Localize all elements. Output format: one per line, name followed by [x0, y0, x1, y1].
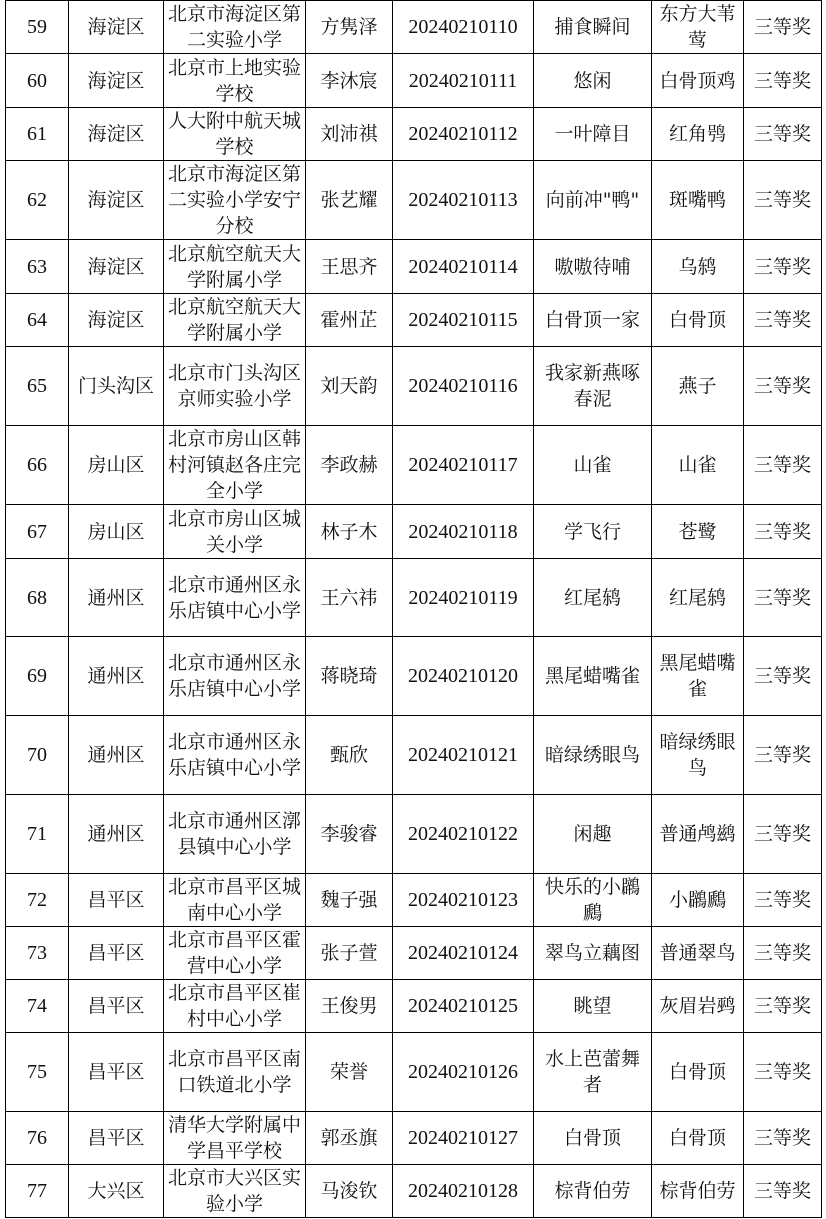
table-row	[6, 240, 822, 294]
bird-species-cell: 红角鸮	[652, 108, 744, 161]
entry-id-cell: 20240210117	[393, 426, 534, 505]
entry-id-cell: 20240210115	[393, 294, 534, 347]
school-cell: 北京航空航天大学附属小学	[164, 294, 306, 347]
table-row	[6, 716, 822, 795]
bird-species-cell: 白骨顶	[652, 294, 744, 347]
award-cell: 三等奖	[744, 108, 822, 161]
student-name-cell: 马浚钦	[306, 1165, 393, 1218]
school-cell: 北京市昌平区城南中心小学	[164, 874, 306, 927]
work-title-cell: 嗷嗷待哺	[534, 240, 652, 294]
award-cell: 三等奖	[744, 426, 822, 505]
row-number: 76	[6, 1112, 69, 1165]
work-title-cell: 我家新燕啄春泥	[534, 347, 652, 426]
bird-species-cell: 燕子	[652, 347, 744, 426]
row-number: 67	[6, 505, 69, 559]
student-name-cell: 方隽泽	[306, 1, 393, 54]
entry-id-cell: 20240210116	[393, 347, 534, 426]
award-cell: 三等奖	[744, 716, 822, 795]
row-number: 72	[6, 874, 69, 927]
row-number: 61	[6, 108, 69, 161]
district-cell: 门头沟区	[69, 347, 164, 426]
table-row	[6, 1112, 822, 1165]
student-name-cell: 蒋晓琦	[306, 637, 393, 716]
work-title-cell: 向前冲"鸭"	[534, 161, 652, 240]
award-cell: 三等奖	[744, 637, 822, 716]
work-title-cell: 悠闲	[534, 54, 652, 108]
school-cell: 北京市昌平区南口铁道北小学	[164, 1033, 306, 1112]
district-cell: 海淀区	[69, 54, 164, 108]
award-cell: 三等奖	[744, 927, 822, 980]
district-cell: 海淀区	[69, 161, 164, 240]
school-cell: 清华大学附属中学昌平学校	[164, 1112, 306, 1165]
award-cell: 三等奖	[744, 874, 822, 927]
row-number: 69	[6, 637, 69, 716]
bird-species-cell: 白骨顶	[652, 1112, 744, 1165]
entry-id-cell: 20240210118	[393, 505, 534, 559]
work-title-cell: 黑尾蜡嘴雀	[534, 637, 652, 716]
table-row	[6, 347, 822, 426]
entry-id-cell: 20240210127	[393, 1112, 534, 1165]
entry-id-cell: 20240210120	[393, 637, 534, 716]
entry-id-cell: 20240210112	[393, 108, 534, 161]
bird-species-cell: 红尾鸫	[652, 559, 744, 637]
school-cell: 北京市大兴区实验小学	[164, 1165, 306, 1218]
school-cell: 北京市通州区永乐店镇中心小学	[164, 559, 306, 637]
bird-species-cell: 黑尾蜡嘴雀	[652, 637, 744, 716]
entry-id-cell: 20240210122	[393, 795, 534, 874]
work-title-cell: 学飞行	[534, 505, 652, 559]
bird-species-cell: 普通翠鸟	[652, 927, 744, 980]
district-cell: 昌平区	[69, 927, 164, 980]
entry-id-cell: 20240210128	[393, 1165, 534, 1218]
student-name-cell: 王俊男	[306, 980, 393, 1033]
entry-id-cell: 20240210110	[393, 1, 534, 54]
work-title-cell: 棕背伯劳	[534, 1165, 652, 1218]
bird-species-cell: 白骨顶鸡	[652, 54, 744, 108]
row-number: 70	[6, 716, 69, 795]
school-cell: 北京市昌平区霍营中心小学	[164, 927, 306, 980]
student-name-cell: 霍州芷	[306, 294, 393, 347]
work-title-cell: 山雀	[534, 426, 652, 505]
district-cell: 大兴区	[69, 1165, 164, 1218]
table-row	[6, 559, 822, 637]
row-number: 74	[6, 980, 69, 1033]
table-row	[6, 505, 822, 559]
work-title-cell: 红尾鸫	[534, 559, 652, 637]
row-number: 75	[6, 1033, 69, 1112]
entry-id-cell: 20240210113	[393, 161, 534, 240]
bird-species-cell: 普通鸬鹚	[652, 795, 744, 874]
student-name-cell: 王思齐	[306, 240, 393, 294]
district-cell: 昌平区	[69, 1112, 164, 1165]
school-cell: 北京市昌平区崔村中心小学	[164, 980, 306, 1033]
row-number: 73	[6, 927, 69, 980]
bird-species-cell: 白骨顶	[652, 1033, 744, 1112]
school-cell: 北京市海淀区第二实验小学	[164, 1, 306, 54]
table-body	[6, 1, 822, 1218]
award-cell: 三等奖	[744, 980, 822, 1033]
entry-id-cell: 20240210119	[393, 559, 534, 637]
district-cell: 昌平区	[69, 874, 164, 927]
school-cell: 北京市通州区漷县镇中心小学	[164, 795, 306, 874]
entry-id-cell: 20240210126	[393, 1033, 534, 1112]
row-number: 65	[6, 347, 69, 426]
student-name-cell: 李沐宸	[306, 54, 393, 108]
student-name-cell: 荣誉	[306, 1033, 393, 1112]
district-cell: 海淀区	[69, 108, 164, 161]
work-title-cell: 白骨顶	[534, 1112, 652, 1165]
student-name-cell: 林子木	[306, 505, 393, 559]
bird-species-cell: 乌鸫	[652, 240, 744, 294]
table-row	[6, 108, 822, 161]
bird-species-cell: 小鸊鷉	[652, 874, 744, 927]
district-cell: 海淀区	[69, 1, 164, 54]
district-cell: 海淀区	[69, 294, 164, 347]
bird-species-cell: 山雀	[652, 426, 744, 505]
table-row	[6, 294, 822, 347]
school-cell: 北京市海淀区第二实验小学安宁分校	[164, 161, 306, 240]
entry-id-cell: 20240210121	[393, 716, 534, 795]
table-row	[6, 1, 822, 54]
row-number: 68	[6, 559, 69, 637]
student-name-cell: 刘天韵	[306, 347, 393, 426]
school-cell: 北京市上地实验学校	[164, 54, 306, 108]
school-cell: 北京市房山区城关小学	[164, 505, 306, 559]
work-title-cell: 水上芭蕾舞者	[534, 1033, 652, 1112]
awards-table	[5, 0, 822, 1218]
table-row	[6, 874, 822, 927]
bird-species-cell: 东方大苇莺	[652, 1, 744, 54]
table-row	[6, 426, 822, 505]
district-cell: 通州区	[69, 637, 164, 716]
student-name-cell: 李骏睿	[306, 795, 393, 874]
school-cell: 北京市通州区永乐店镇中心小学	[164, 637, 306, 716]
entry-id-cell: 20240210123	[393, 874, 534, 927]
work-title-cell: 眺望	[534, 980, 652, 1033]
entry-id-cell: 20240210111	[393, 54, 534, 108]
bird-species-cell: 苍鹭	[652, 505, 744, 559]
student-name-cell: 张子萱	[306, 927, 393, 980]
work-title-cell: 闲趣	[534, 795, 652, 874]
award-cell: 三等奖	[744, 161, 822, 240]
district-cell: 通州区	[69, 716, 164, 795]
award-cell: 三等奖	[744, 54, 822, 108]
bird-species-cell: 暗绿绣眼鸟	[652, 716, 744, 795]
row-number: 64	[6, 294, 69, 347]
table-row	[6, 1033, 822, 1112]
row-number: 63	[6, 240, 69, 294]
district-cell: 通州区	[69, 795, 164, 874]
bird-species-cell: 棕背伯劳	[652, 1165, 744, 1218]
entry-id-cell: 20240210124	[393, 927, 534, 980]
student-name-cell: 张艺耀	[306, 161, 393, 240]
award-cell: 三等奖	[744, 505, 822, 559]
row-number: 71	[6, 795, 69, 874]
district-cell: 房山区	[69, 426, 164, 505]
row-number: 60	[6, 54, 69, 108]
award-cell: 三等奖	[744, 1112, 822, 1165]
student-name-cell: 郭丞旗	[306, 1112, 393, 1165]
work-title-cell: 快乐的小鸊鷉	[534, 874, 652, 927]
district-cell: 昌平区	[69, 1033, 164, 1112]
table-row	[6, 795, 822, 874]
table-row	[6, 637, 822, 716]
student-name-cell: 王六祎	[306, 559, 393, 637]
bird-species-cell: 灰眉岩鹀	[652, 980, 744, 1033]
district-cell: 海淀区	[69, 240, 164, 294]
work-title-cell: 一叶障目	[534, 108, 652, 161]
school-cell: 北京航空航天大学附属小学	[164, 240, 306, 294]
district-cell: 通州区	[69, 559, 164, 637]
district-cell: 昌平区	[69, 980, 164, 1033]
student-name-cell: 刘沛祺	[306, 108, 393, 161]
bird-species-cell: 斑嘴鸭	[652, 161, 744, 240]
award-cell: 三等奖	[744, 559, 822, 637]
school-cell: 北京市通州区永乐店镇中心小学	[164, 716, 306, 795]
table-row	[6, 1165, 822, 1218]
award-cell: 三等奖	[744, 1033, 822, 1112]
award-cell: 三等奖	[744, 1165, 822, 1218]
school-cell: 人大附中航天城学校	[164, 108, 306, 161]
award-cell: 三等奖	[744, 795, 822, 874]
work-title-cell: 翠鸟立藕图	[534, 927, 652, 980]
table-row	[6, 54, 822, 108]
table-row	[6, 161, 822, 240]
table-row	[6, 980, 822, 1033]
entry-id-cell: 20240210125	[393, 980, 534, 1033]
student-name-cell: 李政赫	[306, 426, 393, 505]
award-cell: 三等奖	[744, 1, 822, 54]
student-name-cell: 甄欣	[306, 716, 393, 795]
row-number: 77	[6, 1165, 69, 1218]
award-cell: 三等奖	[744, 294, 822, 347]
award-cell: 三等奖	[744, 240, 822, 294]
work-title-cell: 白骨顶一家	[534, 294, 652, 347]
award-cell: 三等奖	[744, 347, 822, 426]
entry-id-cell: 20240210114	[393, 240, 534, 294]
work-title-cell: 暗绿绣眼鸟	[534, 716, 652, 795]
row-number: 66	[6, 426, 69, 505]
district-cell: 房山区	[69, 505, 164, 559]
school-cell: 北京市门头沟区京师实验小学	[164, 347, 306, 426]
school-cell: 北京市房山区韩村河镇赵各庄完全小学	[164, 426, 306, 505]
student-name-cell: 魏子强	[306, 874, 393, 927]
row-number: 62	[6, 161, 69, 240]
row-number: 59	[6, 1, 69, 54]
table-row	[6, 927, 822, 980]
work-title-cell: 捕食瞬间	[534, 1, 652, 54]
